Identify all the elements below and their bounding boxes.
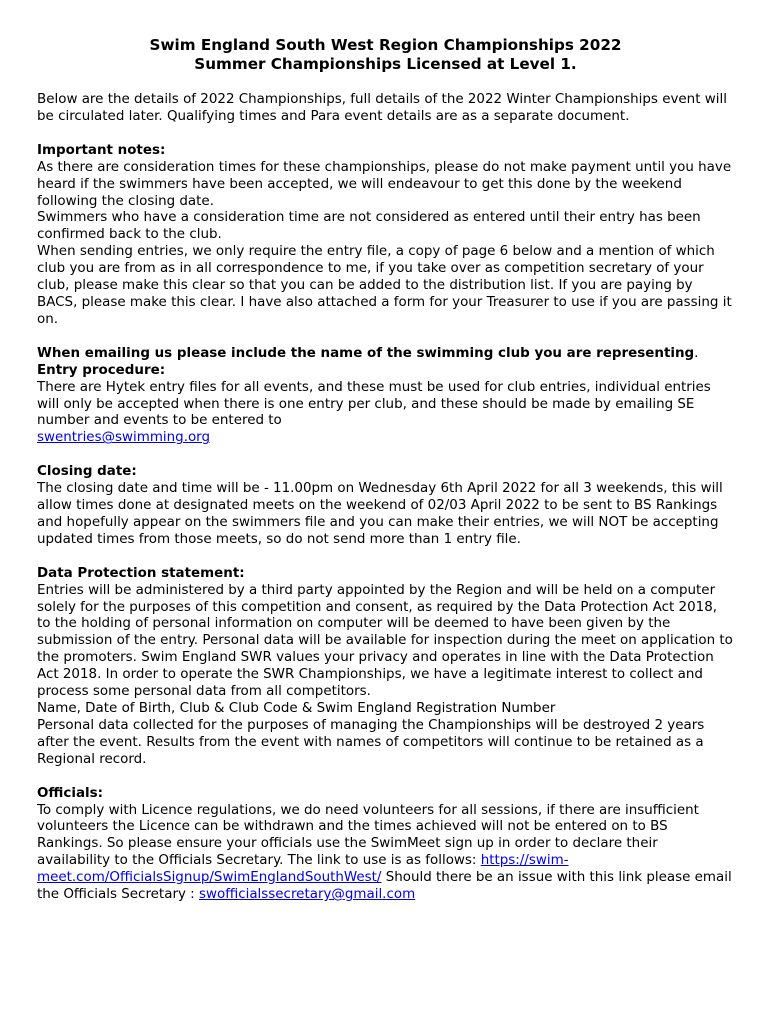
title-line-1: Swim England South West Region Championships 2022 (149, 36, 622, 54)
document-body (37, 92, 734, 904)
important-notes-paragraph-2: Swimmers who have a consideration time are not considered as entered until their entry has been confirmed back to the club. (37, 210, 701, 243)
emailing-note-period: . (694, 345, 699, 361)
document-title (37, 36, 734, 74)
important-notes-paragraph-3: When sending entries, we only require the entry file, a copy of page 6 below and a mention of which club you are from as in all correspondence to me, if you take over as competition secretary of your club, please make this clear so that you can be added to the distribution list. If you are paying by BACS, please make this clear. I have also attached a form for your Treasurer to use if you are passing it on. (37, 244, 732, 327)
data-protection-heading: Data Protection statement: (37, 565, 245, 581)
officials-heading: Officials: (37, 785, 104, 801)
closing-date-heading: Closing date: (37, 464, 137, 480)
data-protection-paragraph-3: Personal data collected for the purposes of managing the Championships will be destroyed 2 years after the event. Results from the event with names of competitors will continue to be retained as a Regional record. (37, 717, 705, 767)
entry-procedure-text: There are Hytek entry files for all events, and these must be used for club entries, individual entries will only be accepted when there is one entry per club, and these should be made by emailing SE number and events to be entered to (37, 379, 711, 429)
entries-email-link[interactable]: swentries@swimming.org (37, 430, 211, 446)
important-notes-paragraph-1: As there are consideration times for these championships, please do not make payment until you have heard if the swimmers have been accepted, we will endeavour to get this done by the weekend following the closing date. (37, 159, 732, 209)
intro-paragraph: Below are the details of 2022 Championships, full details of the 2022 Winter Championships event will be circulated later. Qualifying times and Para event details are as a separate document. (37, 92, 727, 124)
closing-date-paragraph: The closing date and time will be - 11.00pm on Wednesday 6th April 2022 for all 3 weekends, this will allow times done at designated meets on the weekend of 02/03 April 2022 to be sent to BS Rankings and hopefully appear on the swimmers file and you can make their entries, we will NOT be accepting updated times from those meets, so do not send more than 1 entry file. (37, 481, 723, 547)
officials-text: To comply with Licence regulations, we do need volunteers for all sessions, if there are insufficient volunteers the Licence can be withdrawn and the times achieved will not be entered on to BS Rankings. So please ensure your officials use the SwimMeet sign up in order to declare their availability to the Officials Secretary. The link to use is as follows: (37, 802, 699, 869)
officials-signup-link[interactable]: https://swim-meet.com/OfficialsSignup/SwimEnglandSouthWest/ (37, 853, 569, 886)
officials-secretary-email-link[interactable]: swofficialssecretary@gmail.com (199, 887, 416, 903)
important-notes-heading: Important notes: (37, 142, 166, 158)
officials-paragraph (37, 803, 734, 904)
data-protection-paragraph-1: Entries will be administered by a third party appointed by the Region and will be held on a computer solely for the purposes of this competition and consent, as required by the Data Protection Act 2018, to the holding of personal information on computer will be deemed to have been given by the submission of the entry. Personal data will be available for inspection during the meet on application to the promoters. Swim England SWR values your privacy and operates in line with the Data Protection Act 2018. In order to operate the SWR Championships, we have a legitimate interest to collect and process some personal data from all competitors. (37, 582, 733, 700)
entry-procedure-paragraph (37, 380, 734, 448)
emailing-note-text: When emailing us please include the name of the swimming club you are representing (37, 345, 695, 361)
entry-procedure-heading: Entry procedure: (37, 362, 166, 378)
officials-after-link-text: Should there be an issue with this link please email the Officials Secretary : (37, 870, 732, 903)
title-line-2: Summer Championships Licensed at Level 1. (194, 55, 577, 73)
data-protection-paragraph-2: Name, Date of Birth, Club & Club Code & Swim England Registration Number (37, 701, 556, 716)
emailing-note (37, 346, 734, 363)
